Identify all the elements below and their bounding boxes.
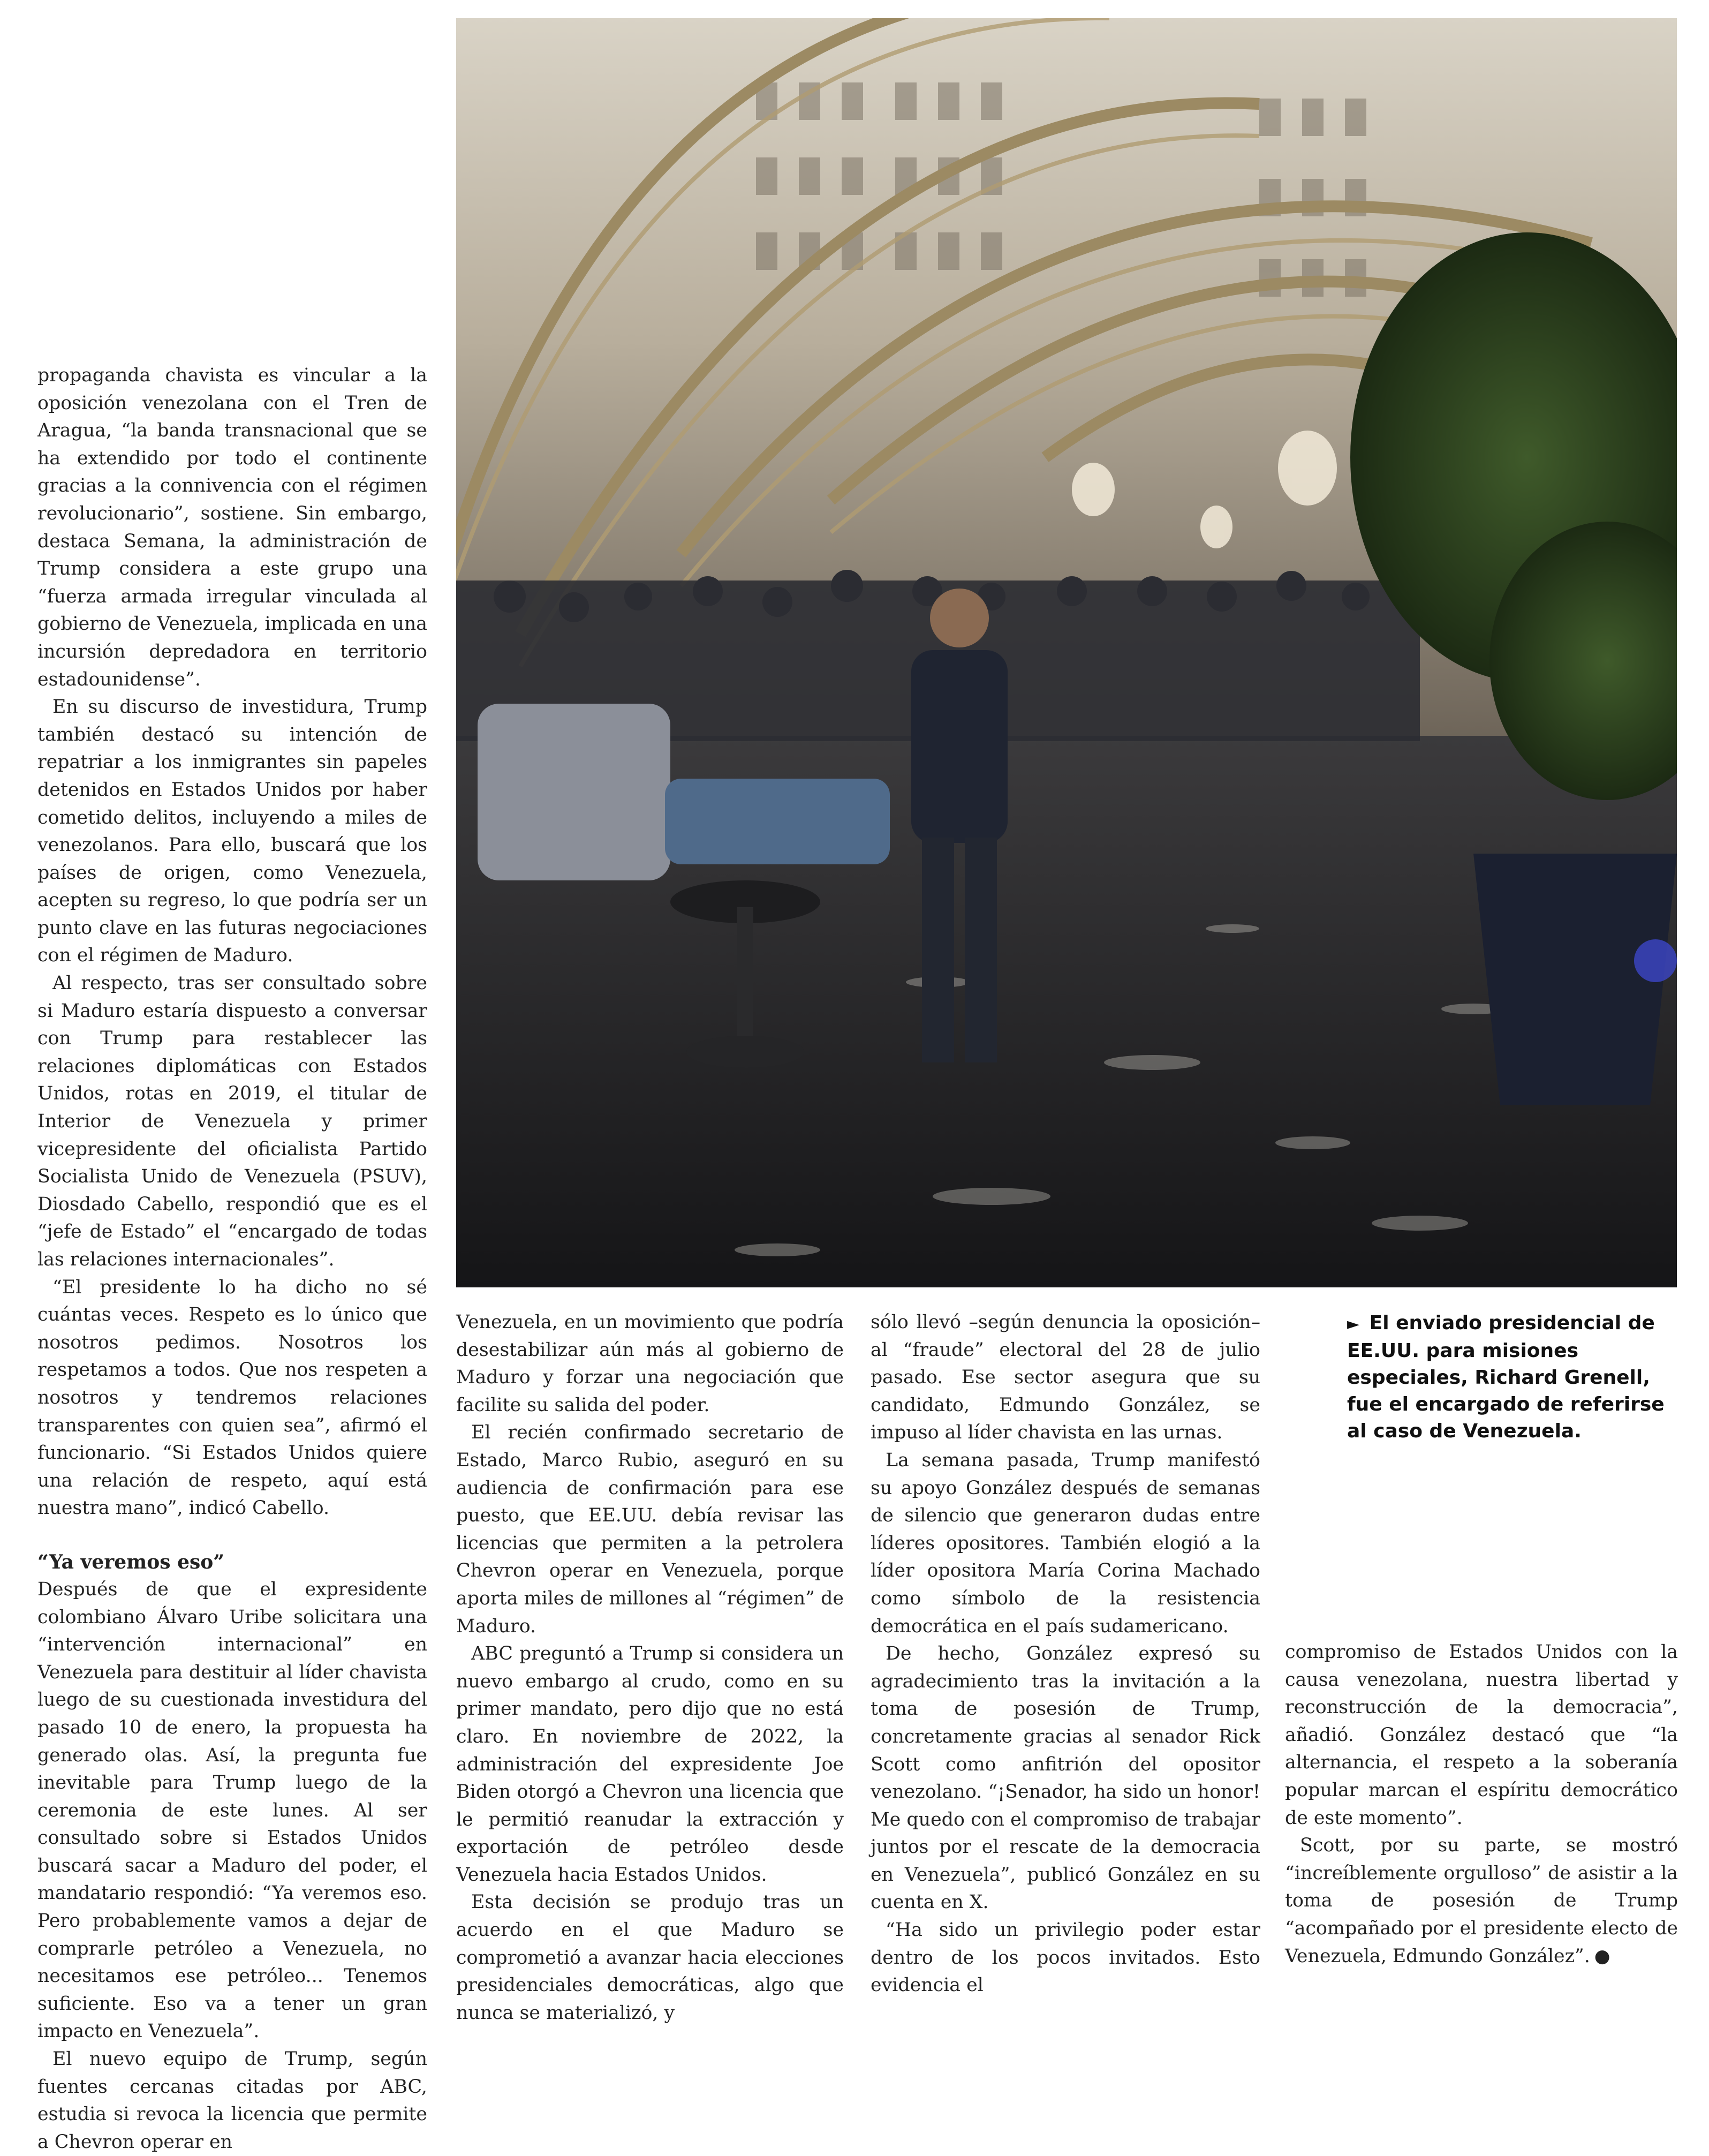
paragraph: Esta decisión se produjo tras un acuerdo en el que Maduro se comprometió a avanzar hacia elecciones presidenciales democráticas, algo que nunca se materializó, y — [456, 1891, 844, 2024]
paragraph: En su discurso de investidura, Trump también destacó su intención de repatriar a los inmigrantes sin papeles detenidos en Estados Unidos por haber cometido delitos, incluyendo a miles de venezolanos. Para ello, buscará que los países de origen, como Venezuela, acepten su regreso, lo que podría ser un punto clave en las futuras negociaciones con el régimen de Maduro. — [37, 696, 427, 967]
end-of-article-icon: ● — [1594, 1945, 1610, 1967]
paragraph: El nuevo equipo de Trump, según fuentes cercanas citadas por ABC, estudia si revoca la licencia que permite a Chevron operar en — [37, 2048, 427, 2153]
article-column-3 — [871, 1309, 1260, 2000]
paragraph: El recién confirmado secretario de Estado, Marco Rubio, aseguró en su audiencia de confirmación para ese puesto, que EE.UU. debía revisar las licencias que permiten a la petrolera Chevron operar en Venezuela, porque aporta miles de millones al “régimen” de Maduro. — [456, 1422, 844, 1637]
paragraph: Después de que el expresidente colombiano Álvaro Uribe solicitara una “intervención internacional” en Venezuela para destituir al líder chavista luego de su cuestionada investidura del pasado 10 de enero, la propuesta ha generado olas. Así, la pregunta fue inevitable para Trump luego de la ceremonia de este lunes. Al ser consultado sobre si Estados Unidos buscará sacar a Maduro del poder, el mandatario respondió: “Ya veremos eso. Pero probablemente vamos a dejar de comprarle petróleo a Venezuela, no necesitamos ese petróleo... Tenemos suficiente. Eso va a tener un gran impacto en Venezuela”. — [37, 1578, 427, 2042]
caption-arrow-icon: ► — [1347, 1315, 1360, 1333]
paragraph: Venezuela, en un movimiento que podría desestabilizar aún más al gobierno de Maduro y forzar una negociación que facilite su salida del poder. — [456, 1311, 844, 1416]
photo-caption — [1347, 1310, 1679, 1445]
paragraph: La semana pasada, Trump manifestó su apoyo González después de semanas de silencio que generaron dudas entre líderes opositores. También elogió a la líder opositora María Corina Machado como símbolo de la resistencia democrática en el país sudamericano. — [871, 1449, 1260, 1637]
paragraph: sólo llevó –según denuncia la oposición– al “fraude” electoral del 28 de julio pasado. Ese sector asegura que su candidato, Edmundo González, se impuso al líder chavista en las urnas. — [871, 1311, 1260, 1444]
article-column-4 — [1285, 1639, 1678, 1970]
paragraph: ABC preguntó a Trump si considera un nuevo embargo al crudo, como en su primer mandato, pero dijo que no está claro. En noviembre de 2022, la administración del expresidente Joe Biden otorgó a Chevron una licencia que le permitió reanudar la extracción y exportación de petróleo desde Venezuela hacia Estados Unidos. — [456, 1643, 844, 1886]
paragraph: Al respecto, tras ser consultado sobre si Maduro estaría dispuesto a conversar con Trump para restablecer las relaciones diplomáticas con Estados Unidos, rotas en 2019, el titular de Interior de Venezuela y primer vicepresidente del oficialista Partido Socialista Unido de Venezuela (PSUV), Diosdado Cabello, respondió que es el “jefe de Estado” el “encargado de todas las relaciones internacionales”. — [37, 973, 427, 1270]
paragraph-text: Scott, por su parte, se mostró “increíblemente orgulloso” de asistir a la toma de posesión de Trump “acompañado por el presidente electo de Venezuela, Edmundo González”. — [1285, 1835, 1678, 1967]
paragraph: “Ha sido un privilegio poder estar dentro de los pocos invitados. Esto evidencia el — [871, 1919, 1260, 1996]
paragraph — [1285, 1832, 1678, 1970]
article-column-2 — [456, 1309, 844, 2027]
paragraph: compromiso de Estados Unidos con la causa venezolana, nuestra libertad y reconstrucción de la democracia”, añadió. González destacó que “la alternancia, el respeto a la soberanía popular marcan el espíritu democrático de este momento”. — [1285, 1641, 1678, 1829]
caption-text: El enviado presidencial de EE.UU. para misiones especiales, Richard Grenell, fue el encargado de referirse al caso de Venezuela. — [1347, 1312, 1665, 1442]
article-column-1 — [37, 362, 427, 2156]
article-photo — [456, 18, 1677, 1287]
atrium-photo-illustration — [456, 18, 1677, 1287]
paragraph: De hecho, González expresó su agradecimiento tras la invitación a la toma de posesión de Trump, concretamente gracias al senador Rick Scott como anfitrión del opositor venezolano. “¡Senador, ha sido un honor! Me quedo con el compromiso de trabajar juntos por el rescate de la democracia en Venezuela”, publicó González en su cuenta en X. — [871, 1643, 1260, 1913]
subheading: “Ya veremos eso” — [37, 1550, 224, 1573]
paragraph: “El presidente lo ha dicho no sé cuántas veces. Respeto es lo único que nosotros pedimos. Nosotros los respetamos a todos. Que nos respeten a nosotros y tendremos relaciones transparentes con quien sea”, afirmó el funcionario. “Si Estados Unidos quiere una relación de respeto, aquí está nuestra mano”, indicó Cabello. — [37, 1276, 427, 1519]
paragraph: propaganda chavista es vincular a la oposición venezolana con el Tren de Aragua, “la banda transnacional que se ha extendido por todo el continente gracias a la connivencia con el régimen revolucionario”, sostiene. Sin embargo, destaca Semana, la administración de Trump considera a este grupo una “fuerza armada irregular vinculada al gobierno de Venezuela, implicada en una incursión depredadora en territorio estadounidense”. — [37, 365, 427, 690]
